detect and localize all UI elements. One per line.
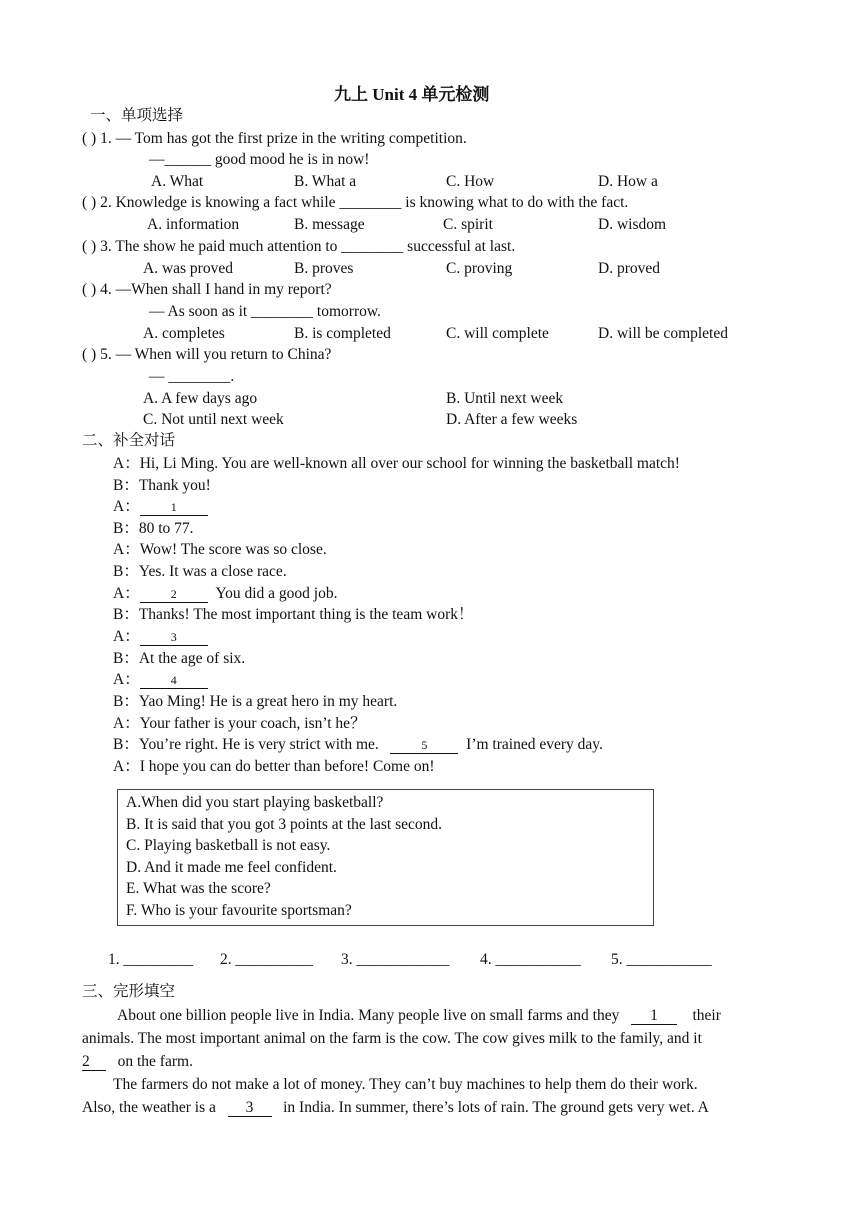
- dialogue-line: [113, 476, 211, 496]
- passage-text: About one billion people live in India. Many people live on small farms and they: [117, 1007, 620, 1024]
- dialogue-blank-3[interactable]: 3: [140, 629, 208, 646]
- dialogue-line: [113, 692, 397, 712]
- dialogue-option-d: D. And it made me feel confident.: [126, 859, 337, 876]
- dialogue-line: [113, 670, 208, 690]
- speaker: B：: [113, 650, 139, 667]
- dialogue-blank-5[interactable]: 5: [390, 737, 458, 754]
- dialogue-blank-4[interactable]: 4: [140, 672, 208, 689]
- speaker: A：: [113, 585, 140, 602]
- question-3: [82, 237, 515, 257]
- dialogue-line: [113, 605, 473, 625]
- speaker: B：: [113, 477, 139, 494]
- passage-text: on the farm.: [117, 1053, 193, 1070]
- passage-text: Also, the weather is a: [82, 1099, 216, 1116]
- answer-paren: ( ): [82, 194, 97, 211]
- dialogue-line: [113, 584, 337, 604]
- option-a: A. information: [147, 216, 240, 233]
- answer-paren: ( ): [82, 281, 97, 298]
- line-text: 80 to 77.: [138, 520, 194, 537]
- speaker: B：: [113, 606, 139, 623]
- dialogue-option-e: E. What was the score?: [126, 880, 271, 897]
- passage-line: The farmers do not make a lot of money. They can’t buy machines to help them do their work.: [113, 1076, 698, 1093]
- line-text: At the age of six.: [138, 650, 246, 667]
- cloze-passage: [82, 1004, 781, 1119]
- dialogue-line: [113, 714, 366, 734]
- speaker: B：: [113, 563, 139, 580]
- option-c: C. spirit: [443, 216, 493, 233]
- question-5: [82, 345, 331, 365]
- dialogue-line: [113, 540, 327, 560]
- dialogue-blank-1[interactable]: 1: [140, 499, 208, 516]
- line-text: Thank you!: [138, 477, 211, 494]
- line-text: Wow! The score was so close.: [139, 541, 327, 558]
- passage-text: in India. In summer, there’s lots of rain. The ground gets very wet. A: [283, 1099, 709, 1116]
- passage-line: [82, 1096, 781, 1119]
- passage-line: [82, 1004, 781, 1027]
- speaker: A：: [113, 541, 140, 558]
- question-2: [82, 193, 628, 213]
- option-d: D. proved: [598, 260, 660, 277]
- dialogue-option-b: B. It is said that you got 3 points at the last second.: [126, 816, 442, 833]
- speaker: A：: [113, 628, 140, 645]
- option-c: C. How: [446, 173, 495, 190]
- speaker: B：: [113, 520, 139, 537]
- speaker: B：: [113, 736, 139, 753]
- answer-paren: ( ): [82, 238, 97, 255]
- question-stem: 4. —When shall I hand in my report?: [100, 281, 332, 298]
- question-stem: 3. The show he paid much attention to ________ successful at last.: [100, 238, 516, 255]
- question-stem-line2: —______ good mood he is in now!: [149, 151, 370, 168]
- question-stem-line2: — ________.: [149, 368, 235, 385]
- option-b: B. is completed: [294, 325, 391, 342]
- answer-slot-5[interactable]: 5. ___________: [611, 951, 712, 968]
- speaker: B：: [113, 693, 139, 710]
- dialogue-option-f: F. Who is your favourite sportsman?: [126, 902, 352, 919]
- answer-slot-4[interactable]: 4. ___________: [480, 951, 581, 968]
- speaker: A：: [113, 455, 140, 472]
- speaker: A：: [113, 715, 140, 732]
- dialogue-line: [113, 519, 194, 539]
- option-d: D. How a: [598, 173, 658, 190]
- option-b: B. What a: [294, 173, 357, 190]
- option-b: B. proves: [294, 260, 354, 277]
- question-4: [82, 280, 332, 300]
- option-c: C. proving: [446, 260, 513, 277]
- dialogue-line: [113, 627, 208, 647]
- dialogue-line: [113, 562, 287, 582]
- section-heading-3: 三、完形填空: [82, 983, 176, 1000]
- section-heading-2: 二、补全对话: [82, 432, 176, 449]
- speaker: A：: [113, 758, 140, 775]
- answer-paren: ( ): [82, 130, 97, 147]
- cloze-blank-2[interactable]: 2: [82, 1054, 106, 1071]
- option-a: A. A few days ago: [143, 390, 258, 407]
- option-a: A. was proved: [143, 260, 233, 277]
- option-c: C. Not until next week: [143, 411, 284, 428]
- line-text: Yes. It was a close race.: [138, 563, 287, 580]
- speaker: A：: [113, 498, 140, 515]
- option-d: D. will be completed: [598, 325, 728, 342]
- dialogue-line: [113, 454, 680, 474]
- answer-slot-3[interactable]: 3. ____________: [341, 951, 450, 968]
- speaker: A：: [113, 671, 140, 688]
- cloze-blank-1[interactable]: 1: [631, 1008, 677, 1025]
- option-b: B. message: [294, 216, 365, 233]
- answer-paren: ( ): [82, 346, 97, 363]
- passage-text: their: [692, 1007, 721, 1024]
- dialogue-option-c: C. Playing basketball is not easy.: [126, 837, 331, 854]
- dialogue-blank-2[interactable]: 2: [140, 586, 208, 603]
- question-stem: 1. — Tom has got the first prize in the writing competition.: [100, 130, 467, 147]
- section-heading-1: 一、单项选择: [90, 107, 184, 124]
- option-c: C. will complete: [446, 325, 549, 342]
- line-text: You’re right. He is very strict with me.: [138, 736, 379, 753]
- answer-slot-2[interactable]: 2. __________: [220, 951, 313, 968]
- option-b: B. Until next week: [446, 390, 564, 407]
- dialogue-options-box: [117, 789, 654, 926]
- question-stem-line2: — As soon as it ________ tomorrow.: [149, 303, 381, 320]
- page-title: 九上 Unit 4 单元检测: [334, 85, 490, 104]
- line-text-after: I’m trained every day.: [466, 736, 603, 753]
- line-text: Hi, Li Ming. You are well-known all over our school for winning the basketball match!: [139, 455, 680, 472]
- dialogue-line: [113, 757, 435, 777]
- dialogue-line: [113, 649, 245, 669]
- option-a: A. What: [151, 173, 204, 190]
- question-stem: 5. — When will you return to China?: [100, 346, 332, 363]
- line-text: Thanks! The most important thing is the team work！: [138, 606, 474, 623]
- answer-slot-1[interactable]: 1. _________: [108, 951, 194, 968]
- option-a: A. completes: [143, 325, 225, 342]
- dialogue-line: [113, 735, 603, 755]
- passage-line: [82, 1050, 781, 1073]
- question-1: [82, 129, 467, 149]
- line-text: You did a good job.: [215, 585, 338, 602]
- cloze-blank-3[interactable]: 3: [228, 1100, 272, 1117]
- line-text: I hope you can do better than before! Come on!: [139, 758, 435, 775]
- line-text: Your father is your coach, isn’t he？: [139, 715, 366, 732]
- line-text: Yao Ming! He is a great hero in my heart.: [138, 693, 398, 710]
- dialogue-line: [113, 497, 208, 517]
- passage-line: animals. The most important animal on the farm is the cow. The cow gives milk to the family, and it: [82, 1030, 702, 1047]
- option-d: D. After a few weeks: [446, 411, 578, 428]
- dialogue-option-a: A.When did you start playing basketball?: [126, 794, 384, 811]
- option-d: D. wisdom: [598, 216, 667, 233]
- question-stem: 2. Knowledge is knowing a fact while ________ is knowing what to do with the fact.: [100, 194, 629, 211]
